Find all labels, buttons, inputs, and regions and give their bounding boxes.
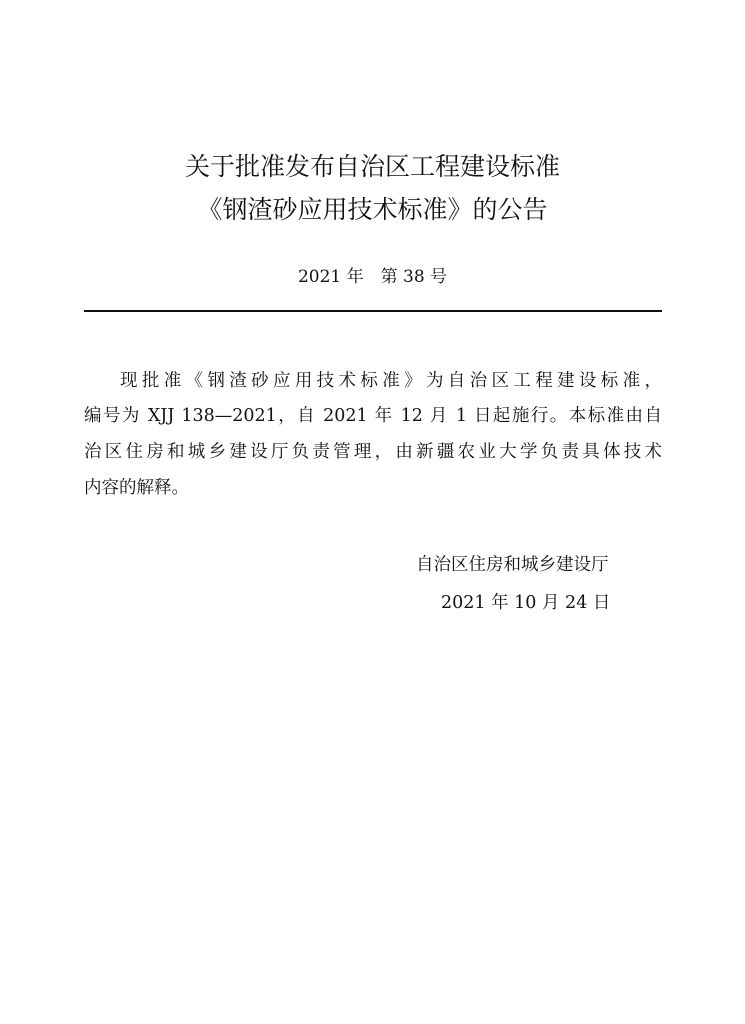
issue-number: 2021 年 第 38 号 [297,267,448,287]
title-line-2: 《钢渣砂应用技术标准》的公告 [197,195,548,224]
body-line-2: 编号为 XJJ 138—2021，自 2021 年 12 月 1 日起施行。本标准由自 [84,406,662,426]
header-divider [84,310,662,312]
title-line-1: 关于批准发布自治区工程建设标准 [184,152,560,181]
signature-date: 2021 年 10 月 24 日 [441,593,611,613]
body-line-1: 现批准《钢渣砂应用技术标准》为自治区工程建设标准， [120,371,662,391]
body-line-4: 内容的解释。 [84,478,189,498]
signature-organization: 自治区住房和城乡建设厅 [416,555,609,575]
body-line-3: 治区住房和城乡建设厅负责管理，由新疆农业大学负责具体技术 [84,442,662,462]
